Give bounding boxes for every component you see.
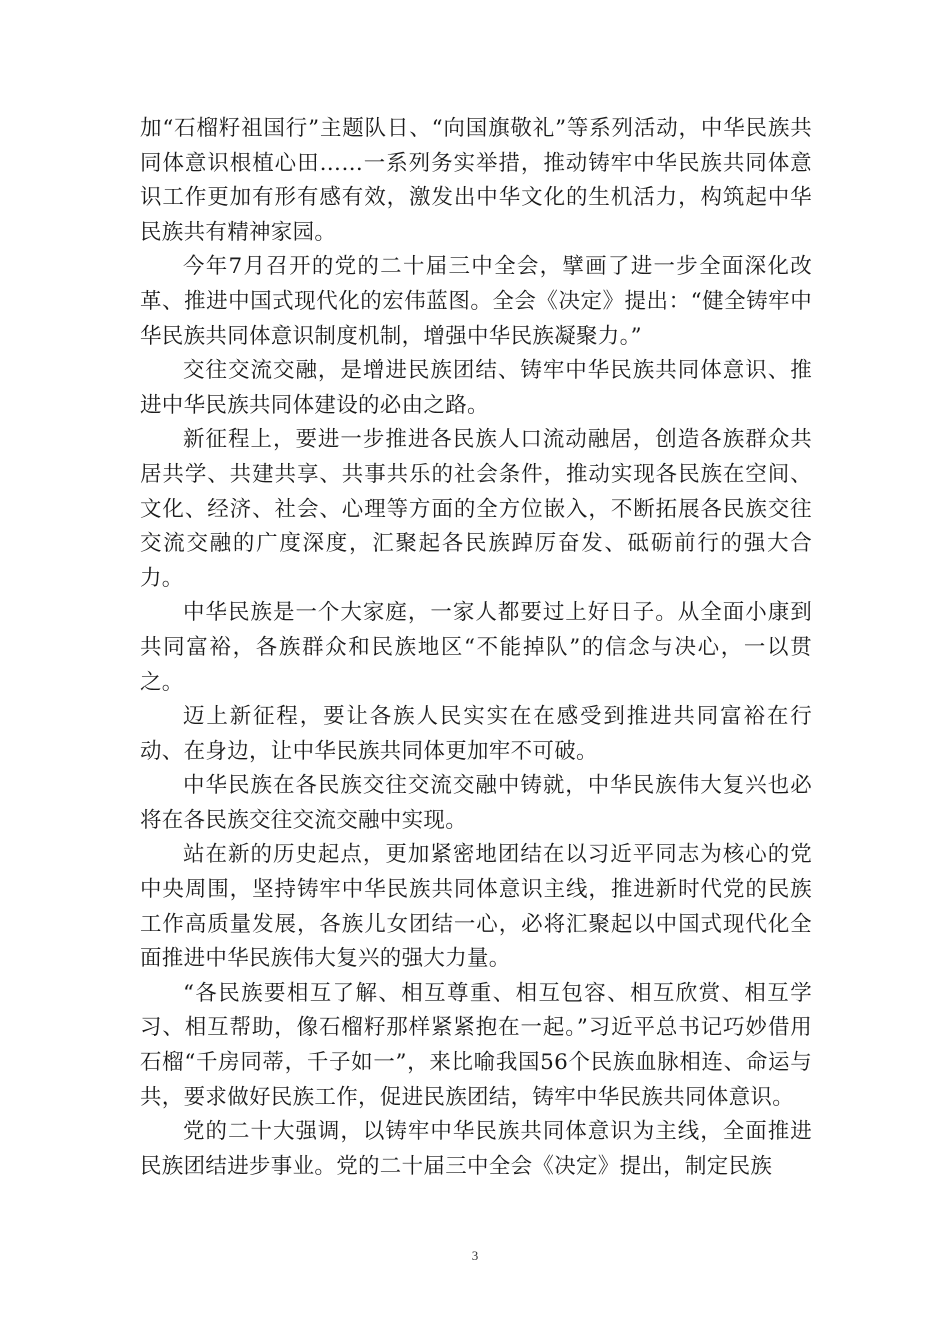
paragraph: “各民族要相互了解、相互尊重、相互包容、相互欣赏、相互学习、相互帮助，像石榴籽那样紧紧抱在一起。”习近平总书记巧妙借用石榴“千房同蒂，千子如一”，来比喻我国56个民族血脉相连、命运与共，要求做好民族工作，促进民族团结，铸牢中华民族共同体意识。 [140,980,812,1110]
paragraph: 交往交流交融，是增进民族团结、铸牢中华民族共同体意识、推进中华民族共同体建设的必由之路。 [140,358,812,418]
body-text [140,112,812,1184]
paragraph: 迈上新征程，要让各族人民实实在在感受到推进共同富裕在行动、在身边，让中华民族共同体更加牢不可破。 [140,704,812,764]
paragraph: 党的二十大强调，以铸牢中华民族共同体意识为主线，全面推进民族团结进步事业。党的二十届三中全会《决定》提出，制定民族 [140,1119,812,1179]
page-number: 3 [471,1248,479,1263]
paragraph: 新征程上，要进一步推进各民族人口流动融居，创造各族群众共居共学、共建共享、共事共乐的社会条件，推动实现各民族在空间、文化、经济、社会、心理等方面的全方位嵌入，不断拓展各民族交往交流交融的广度深度，汇聚起各民族踔厉奋发、砥砺前行的强大合力。 [140,427,812,591]
paragraph: 中华民族是一个大家庭，一家人都要过上好日子。从全面小康到共同富裕，各族群众和民族地区“不能掉队”的信念与决心，一以贯之。 [140,600,812,695]
paragraph: 今年7月召开的党的二十届三中全会，擘画了进一步全面深化改革、推进中国式现代化的宏伟蓝图。全会《决定》提出：“健全铸牢中华民族共同体意识制度机制，增强中华民族凝聚力。” [140,254,812,349]
paragraph-continued: 加“石榴籽祖国行”主题队日、“向国旗敬礼”等系列活动，中华民族共同体意识根植心田……一系列务实举措，推动铸牢中华民族共同体意识工作更加有形有感有效，激发出中华文化的生机活力，构筑起中华民族共有精神家园。 [140,116,812,245]
paragraph: 站在新的历史起点，更加紧密地团结在以习近平同志为核心的党中央周围，坚持铸牢中华民族共同体意识主线，推进新时代党的民族工作高质量发展，各族儿女团结一心，必将汇聚起以中国式现代化全面推进中华民族伟大复兴的强大力量。 [140,842,812,972]
paragraph: 中华民族在各民族交往交流交融中铸就，中华民族伟大复兴也必将在各民族交往交流交融中实现。 [140,773,812,833]
